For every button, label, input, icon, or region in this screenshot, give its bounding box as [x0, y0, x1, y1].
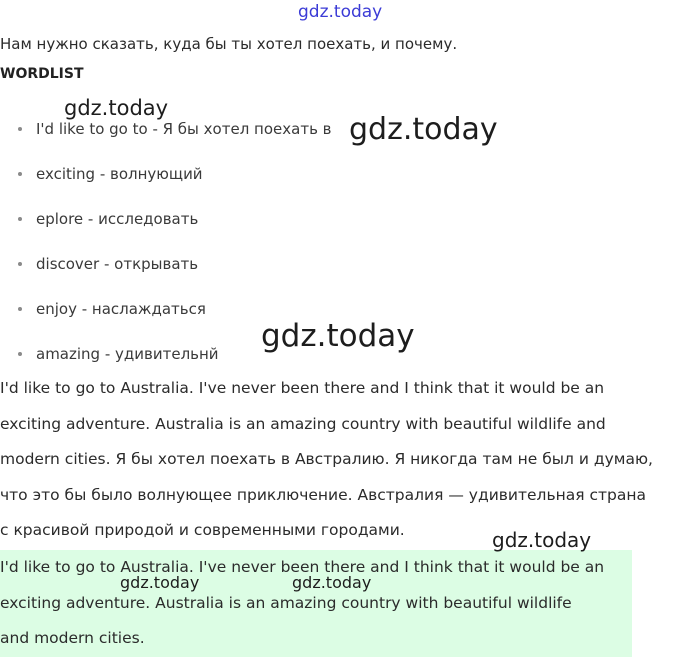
highlight-line: and modern cities. [0, 629, 145, 647]
watermark: gdz.today [349, 112, 498, 147]
highlighted-answer [0, 550, 632, 657]
watermark-top: gdz.today [298, 2, 383, 22]
list-item [0, 153, 332, 198]
paragraph-line: с красивой природой и современными городами. [0, 521, 405, 539]
watermark: gdz.today [492, 528, 592, 552]
list-item [0, 198, 332, 243]
list-item [0, 243, 332, 288]
watermark: gdz.today [292, 573, 372, 592]
list-item-text: eplore - исследовать [36, 210, 199, 228]
paragraph-line: modern cities. Я бы хотел поехать в Австралию. Я никогда там не был и думаю, [0, 450, 653, 468]
highlight-line: I'd like to go to Australia. I've never been there and I think that it would be an [0, 558, 605, 576]
bullet-icon [18, 172, 22, 176]
list-item-text: discover - открывать [36, 255, 199, 273]
list-item-text: I'd like to go to - Я бы хотел поехать в [36, 120, 332, 138]
list-item-text: exciting - волнующий [36, 165, 203, 183]
paragraph-line: exciting adventure. Australia is an amazing country with beautiful wildlife and [0, 414, 606, 433]
bullet-icon [18, 217, 22, 221]
wordlist-heading: WORDLIST [0, 66, 84, 82]
paragraph-line: что это бы было волнующее приключение. Австралия — удивительная страна [0, 485, 646, 504]
watermark: gdz.today [120, 573, 200, 592]
bullet-icon [18, 127, 22, 131]
paragraph-line: I'd like to go to Australia. I've never been there and I think that it would be an [0, 379, 605, 397]
bullet-icon [18, 352, 22, 356]
list-item-text: amazing - удивительнй [36, 345, 219, 363]
watermark: gdz.today [261, 318, 415, 354]
watermark: gdz.today [64, 96, 169, 120]
highlight-line: exciting adventure. Australia is an amazing country with beautiful wildlife [0, 593, 572, 612]
list-item-text: enjoy - наслаждаться [36, 300, 206, 318]
bullet-icon [18, 262, 22, 266]
bullet-icon [18, 307, 22, 311]
answer-paragraph [0, 371, 680, 549]
intro-text: Нам нужно сказать, куда бы ты хотел поехать, и почему. [0, 35, 458, 53]
